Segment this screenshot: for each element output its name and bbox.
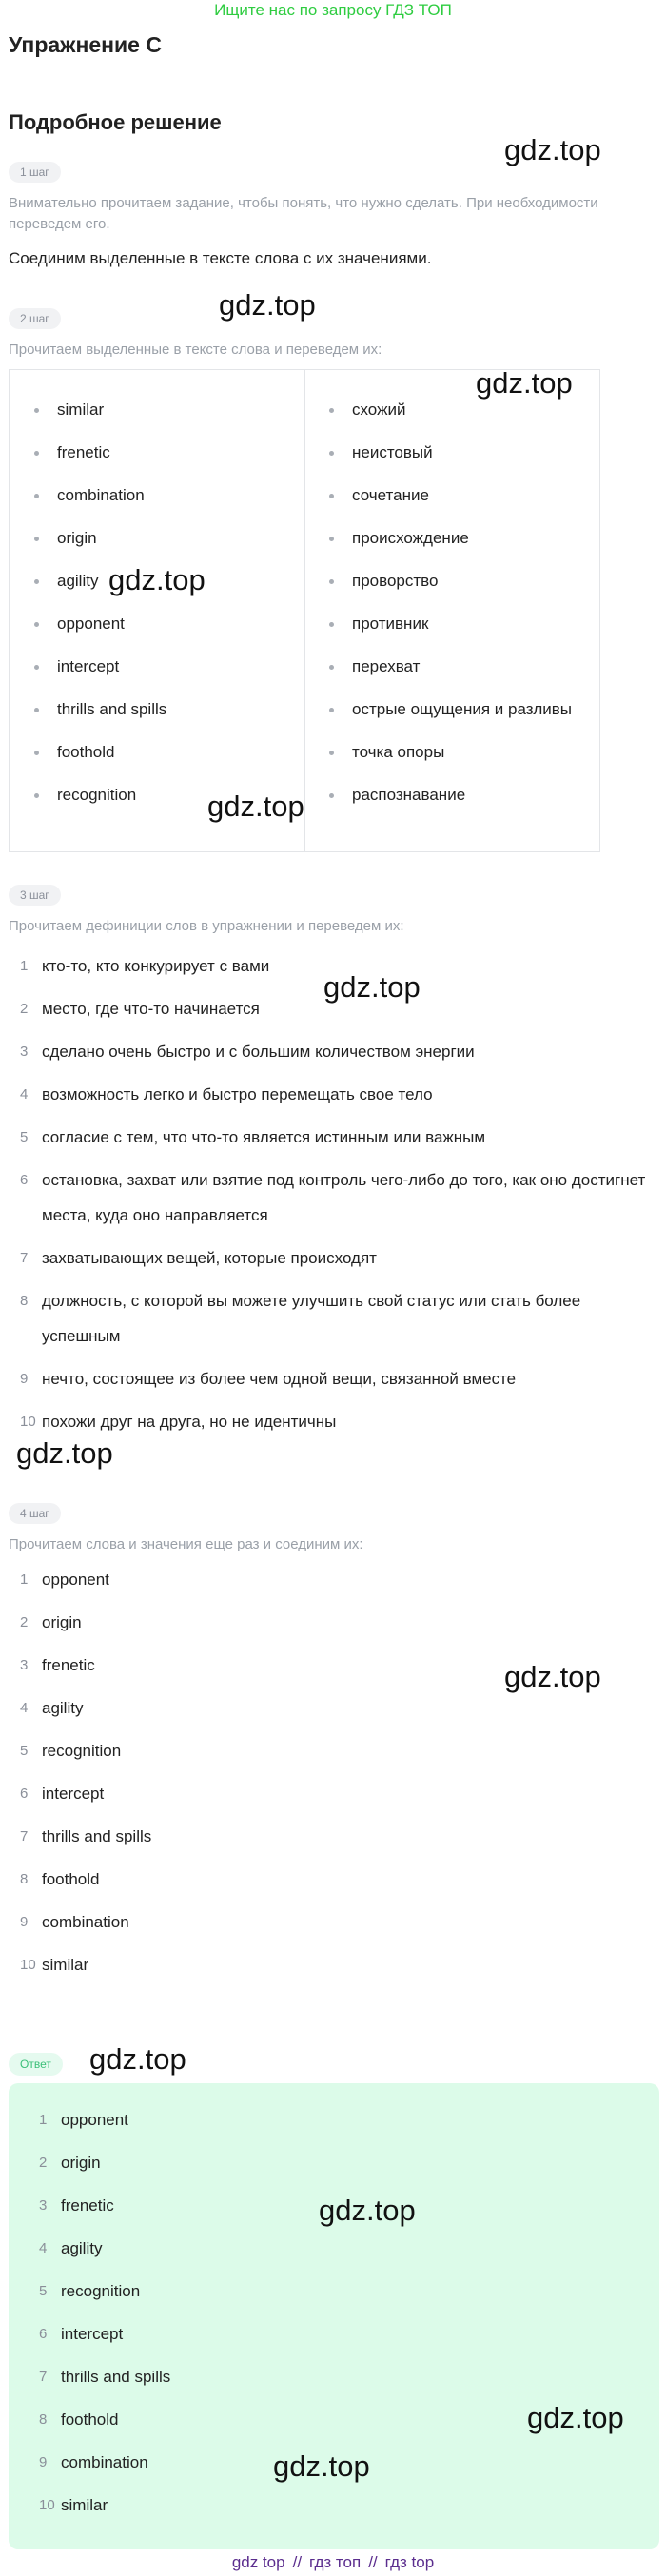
item-number: 5 [39,2283,48,2299]
item-text: кто-то, кто конкурирует с вами [42,957,270,975]
bullet-icon [329,451,334,456]
item-number: 3 [39,2197,48,2214]
item-number: 10 [20,1957,36,1973]
item-text: origin [42,1613,82,1631]
item-text: похожи друг на друга, но не идентичны [42,1413,337,1431]
vocab-word-ru-text: проворство [352,572,439,590]
footer-link[interactable]: гдз топ [309,2553,362,2571]
watermark: gdz.top [504,133,601,166]
step3-badge: 3 шаг [9,885,61,906]
item-text: должность, с которой вы можете улучшить свой статус или стать более успешным [42,1292,581,1345]
item-number: 10 [20,1414,36,1430]
item-number: 6 [20,1172,29,1188]
watermark: gdz.top [89,2042,186,2076]
item-text: frenetic [61,2196,114,2215]
bullet-icon [329,751,334,755]
step2-badge: 2 шаг [9,308,61,329]
item-text: similar [42,1956,89,1974]
item-number: 9 [20,1371,29,1387]
bullet-icon [329,494,334,498]
bullet-icon [329,665,334,670]
step2-hint: Прочитаем выделенные в тексте слова и переведем их: [9,342,382,358]
bullet-icon [34,793,39,798]
vocab-word-en-text: similar [57,400,105,419]
item-text: foothold [42,1870,100,1888]
vocab-word-ru-text: происхождение [352,529,469,547]
item-number: 2 [39,2155,48,2171]
step1-badge: 1 шаг [9,162,61,183]
item-text: место, где что-то начинается [42,1000,260,1018]
vocab-word-en-text: thrills and spills [57,700,167,718]
vocab-word-ru-text: распознавание [352,786,466,804]
item-number: 10 [39,2497,55,2513]
item-number: 1 [39,2112,48,2128]
item-text: agility [61,2239,103,2257]
bullet-icon [34,708,39,712]
item-number: 8 [20,1293,29,1309]
item-number: 9 [39,2454,48,2470]
bullet-icon [329,622,334,627]
footer-links [0,2549,666,2576]
bullet-icon [34,537,39,541]
vocab-word-ru-text: схожий [352,400,406,419]
item-number: 5 [20,1129,29,1145]
vocab-word-ru-text: противник [352,615,429,633]
vocabulary-table [9,369,600,852]
item-number: 8 [39,2411,48,2428]
vocab-word-en-text: foothold [57,743,115,761]
footer-link[interactable]: гдз top [384,2553,435,2571]
item-text: intercept [61,2325,124,2343]
item-text: intercept [42,1785,105,1803]
vocab-word-ru-text: сочетание [352,486,429,504]
item-text: остановка, захват или взятие под контроль чего-либо до того, как оно достигнет места, куда оно направляется [42,1171,646,1224]
item-number: 3 [20,1044,29,1060]
item-number: 6 [20,1786,29,1802]
item-text: combination [42,1913,129,1931]
vocab-word-en-text: intercept [57,657,120,675]
item-text: agility [42,1699,84,1717]
vocab-word-en-text: recognition [57,786,137,804]
item-number: 1 [20,1571,29,1588]
item-text: similar [61,2496,108,2514]
bullet-icon [329,537,334,541]
step4-badge: 4 шаг [9,1503,61,1524]
vocab-word-ru-text: перехват [352,657,421,675]
bullet-icon [329,579,334,584]
bullet-icon [34,494,39,498]
vocab-word-ru-text: острые ощущения и разливы [352,700,572,718]
item-number: 4 [20,1086,29,1103]
bullet-icon [34,451,39,456]
bullet-icon [34,579,39,584]
item-text: foothold [61,2410,119,2429]
vocab-word-en-text: origin [57,529,97,547]
item-text: opponent [61,2111,128,2129]
vocab-word-en-text: agility [57,572,99,590]
top-banner: Ищите нас по запросу ГДЗ ТОП [214,1,452,19]
item-number: 6 [39,2326,48,2342]
watermark: gdz.top [16,1436,113,1470]
footer-link[interactable]: gdz top [231,2553,285,2571]
exercise-title: Упражнение C [9,32,162,57]
item-text: recognition [42,1742,122,1760]
item-text: thrills and spills [61,2368,171,2386]
item-text: нечто, состоящее из более чем одной вещи, связанной вместе [42,1370,517,1388]
watermark: gdz.top [504,1660,601,1693]
item-text: frenetic [42,1656,95,1674]
step1-hint: Внимательно прочитаем задание, чтобы понять, что нужно сделать. При необходимости переведем его. [9,195,598,232]
answer-badge: Ответ [9,2053,63,2076]
item-number: 8 [20,1871,29,1887]
item-number: 2 [20,1001,29,1017]
step4-hint: Прочитаем слова и значения еще раз и соединим их: [9,1536,363,1552]
bullet-icon [34,622,39,627]
item-number: 3 [20,1657,29,1673]
bullet-icon [34,751,39,755]
bullet-icon [329,708,334,712]
item-text: захватывающих вещей, которые происходят [42,1249,377,1267]
item-number: 4 [39,2240,48,2256]
watermark: gdz.top [108,563,206,596]
item-text: origin [61,2154,101,2172]
bullet-icon [34,665,39,670]
vocab-word-ru-text: точка опоры [352,743,445,761]
item-text: сделано очень быстро и с большим количеством энергии [42,1043,475,1061]
watermark: gdz.top [527,2401,624,2434]
table-divider [304,370,305,851]
solution-title: Подробное решение [9,110,222,134]
item-text: recognition [61,2282,141,2300]
step1-text: Соединим выделенные в тексте слова с их значениями. [9,249,432,267]
bullet-icon [329,408,334,413]
watermark: gdz.top [476,366,573,400]
step3-hint: Прочитаем дефиниции слов в упражнении и переведем их: [9,918,404,934]
item-text: opponent [42,1571,109,1589]
item-number: 5 [20,1743,29,1759]
item-number: 9 [20,1914,29,1930]
item-text: combination [61,2453,148,2471]
watermark: gdz.top [319,2194,416,2227]
watermark: gdz.top [207,790,304,823]
watermark: gdz.top [219,288,316,322]
watermark: gdz.top [323,970,421,1004]
vocab-word-en-text: frenetic [57,443,110,461]
item-text: согласие с тем, что что-то является истинным или важным [42,1128,486,1146]
vocab-word-en-text: opponent [57,615,125,633]
item-text: thrills and spills [42,1827,152,1845]
watermark: gdz.top [273,2449,370,2483]
item-number: 7 [39,2369,48,2385]
item-text: возможность легко и быстро перемещать свое тело [42,1085,433,1103]
vocab-word-en-text: combination [57,486,145,504]
item-number: 7 [20,1828,29,1844]
item-number: 2 [20,1614,29,1630]
footer-separator: // [368,2553,378,2571]
vocab-word-ru-text: неистовый [352,443,433,461]
footer-separator: // [292,2553,303,2571]
bullet-icon [34,408,39,413]
item-number: 7 [20,1250,29,1266]
bullet-icon [329,793,334,798]
item-number: 1 [20,958,29,974]
item-number: 4 [20,1700,29,1716]
